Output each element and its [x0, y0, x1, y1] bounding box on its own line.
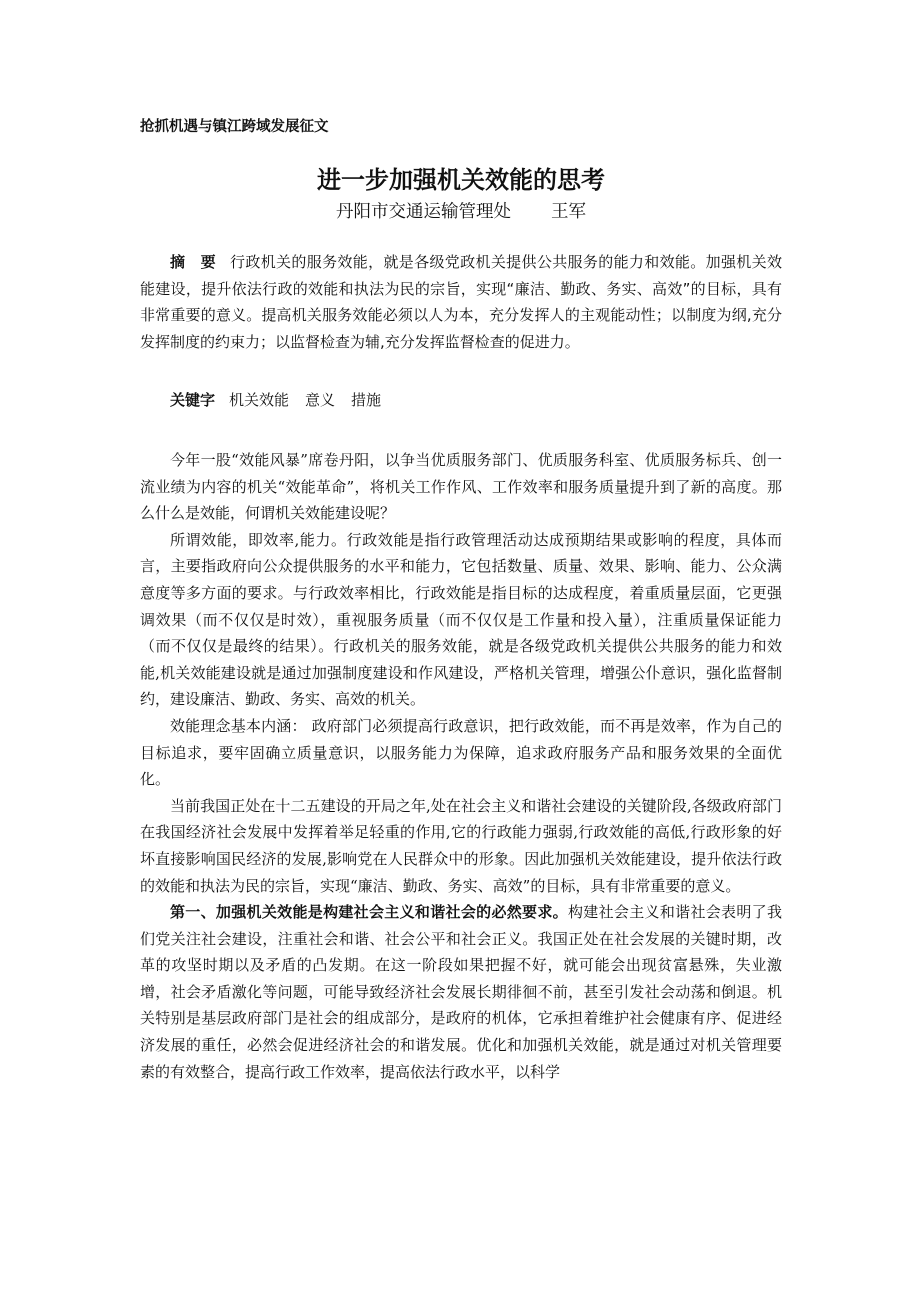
abstract-label: 摘 要 — [170, 253, 217, 271]
keyword-item: 措施 — [351, 391, 382, 409]
keywords — [140, 387, 782, 413]
keywords-label: 关键字 — [170, 391, 216, 409]
body-paragraph: 效能理念基本内涵： 政府部门必须提高行政意识，把行政效能，而不再是效率，作为自己的目标追求，要牢固确立质量意识，以服务能力为保障，追求政府服务产品和服务效果的全面优化。 — [140, 716, 782, 789]
contest-heading: 抢抓机遇与镇江跨域发展征文 — [140, 119, 329, 135]
body-paragraph: 所谓效能，即效率,能力。行政效能是指行政管理活动达成预期结果或影响的程度，具体而言，主要指政府向公众提供服务的水平和能力，它包括数量、质量、效果、影响、能力、公众满意度等多方面的要求。与行政效率相比，行政效能是指目标的达成程度，着重质量层面，它更强调效果（而不仅仅是时效），重视服务质量（而不仅仅是工作量和投入量），注重质量保证能力（而不仅仅是最终的结果）。行政机关的服务效能，就是各级党政机关提供公共服务的能力和效能,机关效能建设就是通过加强制度建设和作风建设，严格机关管理，增强公仆意识，强化监督制约，建设廉洁、勤政、务实、高效的机关。 — [140, 530, 782, 709]
body-paragraph: 当前我国正处在十二五建设的开局之年,处在社会主义和谐社会建设的关键阶段,各级政府部门在我国经济社会发展中发挥着举足轻重的作用,它的行政能力强弱,行政效能的高低,行政形象的好坏直接影响国民经济的发展,影响党在人民群众中的形象。因此加强机关效能建设，提升依法行政的效能和执法为民的宗旨，实现“廉洁、勤政、务实、高效”的目标，具有非常重要的意义。 — [140, 796, 782, 895]
author-unit: 丹阳市交通运输管理处 — [336, 202, 511, 222]
article-title: 进一步加强机关效能的思考 — [317, 166, 605, 194]
keyword-item: 意义 — [305, 391, 336, 409]
article-body — [140, 447, 782, 1085]
section-heading: 第一、加强机关效能是构建社会主义和谐社会的必然要求。 — [170, 903, 568, 922]
keyword-item: 机关效能 — [229, 391, 290, 409]
section-text: 构建社会主义和谐社会表明了我们党关注社会建设，注重社会和谐、社会公平和社会正义。我国正处在社会发展的关键时期，改革的攻坚时期以及矛盾的凸发期。在这一阶段如果把握不好，就可能会出现贫富悬殊，失业激增，社会矛盾激化等问题，可能导致经济社会发展长期徘徊不前，甚至引发社会动荡和倒退。机关特别是基层政府部门是社会的组成部分，是政府的机体，它承担着维护社会健康有序、促进经济发展的重任，必然会促进经济社会的和谐发展。优化和加强机关效能，就是通过对机关管理要素的有效整合，提高行政工作效率，提高依法行政水平，以科学 — [140, 903, 782, 1081]
body-paragraph — [140, 899, 782, 1085]
abstract — [140, 249, 782, 355]
body-paragraph: 今年一股“效能风暴”席卷丹阳，以争当优质服务部门、优质服务科室、优质服务标兵、创一流业绩为内容的机关“效能革命”，将机关工作作风、工作效率和服务质量提升到了新的高度。那么什么是效能，何谓机关效能建设呢？ — [140, 451, 782, 523]
abstract-text: 行政机关的服务效能，就是各级党政机关提供公共服务的能力和效能。加强机关效能建设，提升依法行政的效能和执法为民的宗旨，实现“廉洁、勤政、务实、高效”的目标，具有非常重要的意义。提高机关服务效能必须以人为本，充分发挥人的主观能动性；以制度为纲,充分发挥制度的约束力；以监督检查为辅,充分发挥监督检查的促进力。 — [140, 253, 782, 351]
author-name: 王军 — [551, 202, 586, 222]
byline — [140, 197, 782, 227]
document-page — [140, 115, 782, 1085]
